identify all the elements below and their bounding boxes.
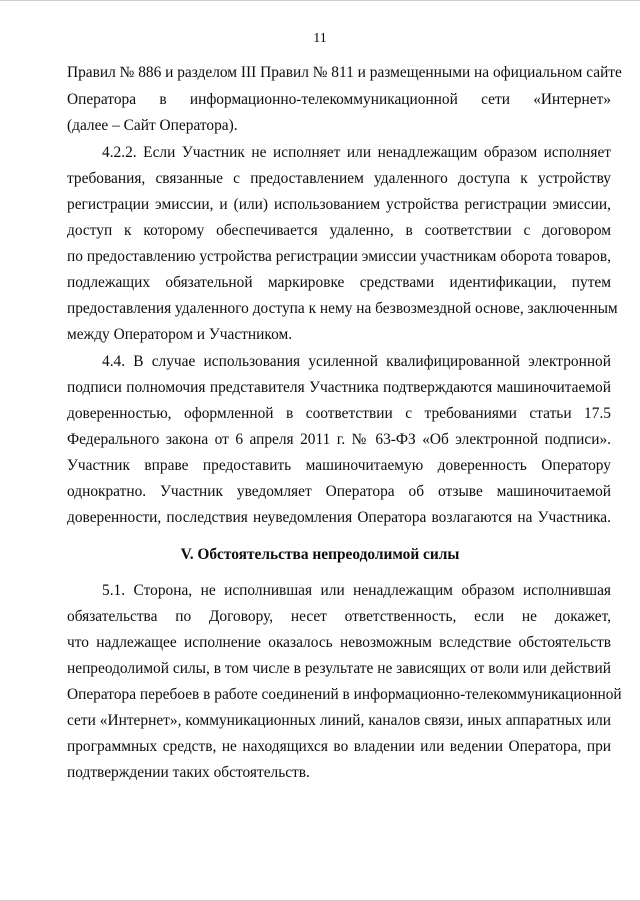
page-number: 11 [313,31,327,46]
text-line: однократно. Участник уведомляет Оператора об отзыве машиночитаемой [67,483,611,500]
text-line: Правил № 886 и разделом III Правил № 811 и размещенными на официальном сайте [67,64,622,81]
text-line: подтверждении таких обстоятельств. [67,764,310,781]
text-line: 4.4. В случае использования усиленной квалифицированной электронной [102,353,611,370]
text-line: сети «Интернет», коммуникационных линий, каналов связи, иных аппаратных или [67,712,611,729]
text-line: 4.2.2. Если Участник не исполняет или ненадлежащим образом исполняет [102,144,611,161]
text-line: доступ к которому обеспечивается удаленно, в соответствии с договором [67,222,611,239]
text-line: предоставления удаленного доступа к нему на безвозмездной основе, заключенным [67,300,618,317]
text-line: между Оператором и Участником. [67,326,293,343]
text-line: Оператора в информационно-телекоммуникационной сети «Интернет» [67,91,611,108]
text-line: Участник вправе предоставить машиночитаемую доверенность Оператору [67,457,611,474]
text-line: Оператора перебоев в работе соединений в информационно-телекоммуникационной [67,686,622,703]
text-line: непреодолимой силы, в том числе в результате не зависящих от воли или действий [67,660,611,677]
text-line: (далее – Сайт Оператора). [67,117,238,134]
text-line: по предоставлению устройства регистрации эмиссии участникам оборота товаров, [67,248,611,265]
section-heading: V. Обстоятельства непреодолимой силы [180,546,460,563]
text-line: программных средств, не находящихся во владении или ведении Оператора, при [67,738,611,755]
text-line: доверенностью, оформленной в соответствии с требованиями статьи 17.5 [67,405,611,422]
text-line: что надлежащее исполнение оказалось невозможным вследствие обстоятельств [67,634,611,651]
text-line: обязательства по Договору, несет ответственность, если не докажет, [67,608,611,625]
text-line: требования, связанные с предоставлением удаленного доступа к устройству [67,170,611,187]
text-line: доверенности, последствия неуведомления Оператора возлагаются на Участника. [67,509,611,526]
text-line: 5.1. Сторона, не исполнившая или ненадлежащим образом исполнившая [102,582,611,599]
text-line: регистрации эмиссии, и (или) использованием устройства регистрации эмиссии, [67,196,611,213]
text-line: подписи полномочия представителя Участника подтверждаются машиночитаемой [67,379,611,396]
text-line: подлежащих обязательной маркировке средствами идентификации, путем [67,274,611,291]
text-line: Федерального закона от 6 апреля 2011 г. № 63-ФЗ «Об электронной подписи». [67,431,611,448]
